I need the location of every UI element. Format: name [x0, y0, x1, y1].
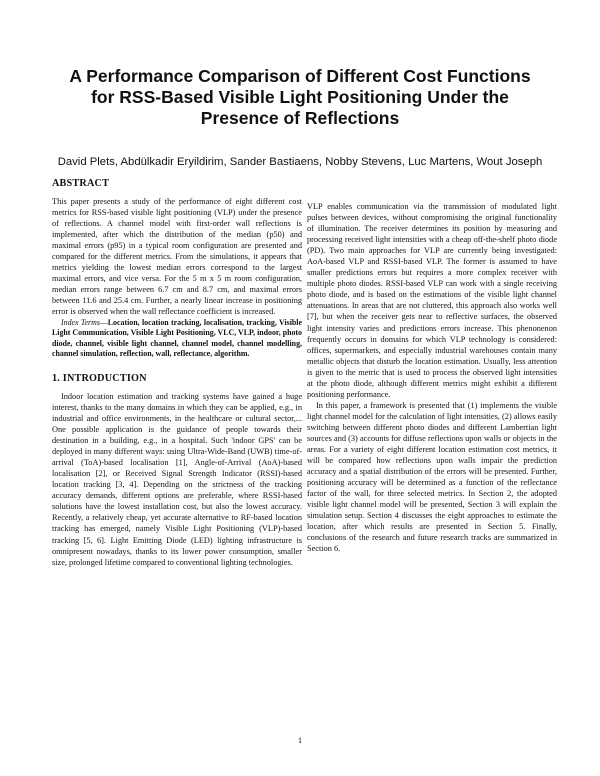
right-column-paragraph-1: VLP enables communication via the transmission of modulated light pulses between devices, without compromising the original functionality of illumination. The receiver determines its position by measuring and processing received light intensities with a cheap off-the-shelf photo diode (PD). Two main approaches for VLP are currently being investigated: AoA-based VLP and RSSI-based VLP. The former is assumed to have smaller predictions errors but requires a more complex receiver with multiple photo diodes. RSSI-based VLP can work with a single receiving photo diode, and is based on the estimations of the visible light channel attenuations. In areas that are not cluttered, this approach also works well [7], but when the receiver gets near to reflective surfaces, the observed light intensity varies and predictions errors increase. This phenonenon frequently occurs in domains for which VLP technology is considered: offices, supermarkets, and especially industrial warehouses contain many metallic objects that disturb the location estimation. Usually, less attention is given to the metric that is used to process the observed light intensities at the photo diode, although different metrics might exhibit a different positioning performance. — [307, 202, 557, 399]
right-column-paragraph-2: In this paper, a framework is presented that (1) implements the visible light channel model for the calculation of light intensities, (2) allows easily switching between different photo diodes and different Lambertian light sources and (3) accounts for diffuse reflections upon walls or objects in the areas. For a variety of eight different location estimation cost metrics, it will be compared how reflections upon walls impair the prediction accuracy and a spatial distribution of the errors will be presented. Further, positioning accuracy will be determined as a function of the reflectance factor of the wall, for three selected metrics. In Section 2, the adopted visible light channel model will be presented, Section 3 will explain the simulation setup. Section 4 discusses the eight approaches to estimate the location, after which results are presented in Section 5. Finally, conclusions of the research and future research tracks are summarized in Section 6. — [307, 400, 557, 554]
introduction-text: Indoor location estimation and tracking systems have gained a huge interest, thanks to the many domains in which they can be applied, e.g., in industrial and office environments, in the healthcare or cultural sector,... One possible application is the guidance of people towards their destination in a building, e.g., in a hospital. Such 'indoor GPS' can be deployed in many different ways: using Ultra-Wide-Band (UWB) time-of-arrival (ToA)-based localisation [1], Angle-of-Arrival (AoA)-based localisation [2], or Received Signal Strength Indicator (RSSI)-based location tracking [3, 4]. Depending on the strictness of the tracking accuracy demands, different options are preferable, where RSSI-based solutions have the lowest installation cost, but also the lowest accuracy. Recently, a relatively cheap, yet accurate alternative to RF-based location tracking has emerged, namely Visible Light Positioning (VLP)-based tracking [5, 6]. Light Emitting Diode (LED) lighting infrastructure is omnipresent nowadays, thanks to its lower power consumption, smaller size, prolonged lifetime compared to conventional lighting technologies. — [52, 391, 302, 567]
introduction-heading: 1. INTRODUCTION — [52, 372, 147, 384]
index-terms-text: Location, location tracking, localisation, tracking, Visible Light Communication, Visible Light Positioning, VLC, VLP, indoor, photo diode, channel, visible light channel, channel model, channel modelling, channel simulation, reflection, wall, reflectance, algorithm. — [52, 317, 302, 359]
author-list: David Plets, Abdülkadir Eryildirim, Sander Bastiaens, Nobby Stevens, Luc Martens, Wout Joseph — [57, 156, 543, 168]
page-number: 1 — [297, 735, 303, 745]
index-terms-dash: — — [99, 317, 108, 327]
title-line-2: for RSS-Based Visible Light Positioning Under the — [91, 87, 509, 107]
title-line-1: A Performance Comparison of Different Cost Functions — [69, 66, 531, 86]
right-column — [307, 201, 557, 555]
index-terms-label: Index Terms — [61, 317, 100, 327]
abstract-heading: ABSTRACT — [52, 178, 110, 189]
left-column — [52, 178, 302, 568]
abstract-text: This paper presents a study of the performance of eight different cost metrics for RSS-based visible light positioning (VLP) under the presence of reflections. A channel model with first-order wall reflections is implemented, after which the distribution of the median (p50) and maximal errors (p95) in a typical room configuration are presented and compared for the different metrics. From the simulations, it appears that metrics yielding the lowest median errors correspond to the largest maximal errors, and vice versa. For the 5 m x 5 m room configuration, median errors range between 6.7 cm and 8.7 cm, and maximal errors between 11.6 and 25.4 cm. Further, a nearly linear increase in positioning error is observed when the wall reflectance coefficient is increased. — [52, 197, 302, 317]
paper-title — [50, 66, 550, 129]
title-line-3: Presence of Reflections — [200, 108, 400, 128]
index-terms — [52, 318, 302, 360]
